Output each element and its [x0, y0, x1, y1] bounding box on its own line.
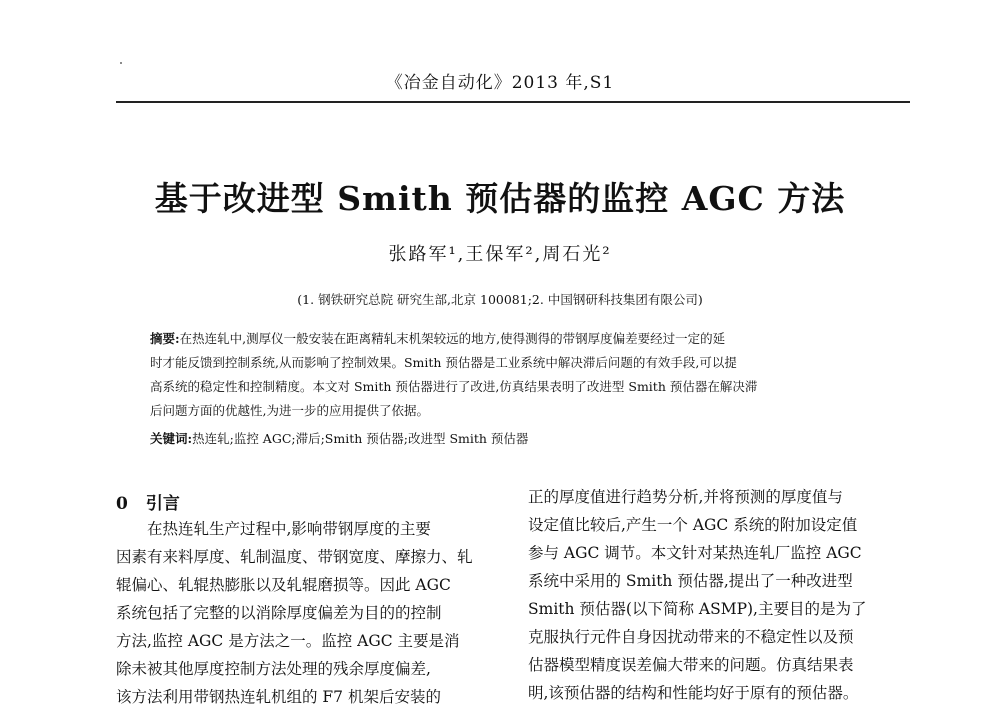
left-column-line: 方法,监控 AGC 是方法之一。监控 AGC 主要是消 [116, 632, 460, 650]
abstract-line: 高系统的稳定性和控制精度。本文对 Smith 预估器进行了改进,仿真结果表明了改进型 Smith 预估器在解决滞 [150, 379, 758, 394]
keywords-label: 关键词: [150, 431, 193, 446]
right-column-line: 正的厚度值进行趋势分析,并将预测的厚度值与 [528, 488, 843, 506]
right-column-line: 估器模型精度误差偏大带来的问题。仿真结果表 [528, 656, 854, 674]
affiliation: (1. 钢铁研究总院 研究生部,北京 100081;2. 中国钢研科技集团有限公司) [297, 292, 703, 307]
abstract-label: 摘要: [150, 331, 180, 346]
right-column-line: 明,该预估器的结构和性能均好于原有的预估器。 [528, 684, 859, 702]
right-column-line: 参与 AGC 调节。本文针对某热连轧厂监控 AGC [528, 544, 862, 562]
scan-speck [120, 62, 122, 64]
right-column-line: 克服执行元件自身因扰动带来的不稳定性以及预 [528, 628, 854, 646]
left-column-line: 系统包括了完整的以消除厚度偏差为目的的控制 [116, 604, 442, 622]
right-column-line: 系统中采用的 Smith 预估器,提出了一种改进型 [528, 572, 853, 590]
section-number: 0 [116, 494, 128, 514]
right-column-line: Smith 预估器(以下简称 ASMP),主要目的是为了 [528, 600, 867, 618]
abstract-text: 在热连轧中,测厚仪一般安装在距离精轧末机架较远的地方,使得测得的带钢厚度偏差要经过一定的延 [179, 331, 726, 346]
keywords-line [150, 429, 890, 449]
section-heading [116, 489, 180, 514]
paper-title: 基于改进型 Smith 预估器的监控 AGC 方法 [154, 179, 846, 218]
abstract-line [150, 329, 890, 349]
left-column-line: 因素有来料厚度、轧制温度、带钢宽度、摩擦力、轧 [116, 548, 473, 566]
section-title: 引言 [145, 494, 180, 514]
header-rule [116, 101, 910, 103]
right-column-line: 设定值比较后,产生一个 AGC 系统的附加设定值 [528, 516, 858, 534]
abstract-line: 时才能反馈到控制系统,从而影响了控制效果。Smith 预估器是工业系统中解决滞后问题的有效手段,可以提 [150, 355, 737, 370]
left-column-line: 除未被其他厚度控制方法处理的残余厚度偏差, [116, 660, 431, 678]
left-column-line: 辊偏心、轧辊热膨胀以及轧辊磨损等。因此 AGC [116, 576, 451, 594]
left-column-line: 在热连轧生产过程中,影响带钢厚度的主要 [116, 520, 431, 538]
authors: 张路军¹,王保军²,周石光² [388, 244, 612, 265]
keywords-text: 热连轧;监控 AGC;滞后;Smith 预估器;改进型 Smith 预估器 [192, 431, 529, 446]
journal-header: 《冶金自动化》2013 年,S1 [385, 73, 615, 93]
left-column-line: 该方法利用带钢热连轧机组的 F7 机架后安装的 [116, 688, 441, 706]
abstract-line: 后问题方面的优越性,为进一步的应用提供了依据。 [150, 403, 429, 418]
